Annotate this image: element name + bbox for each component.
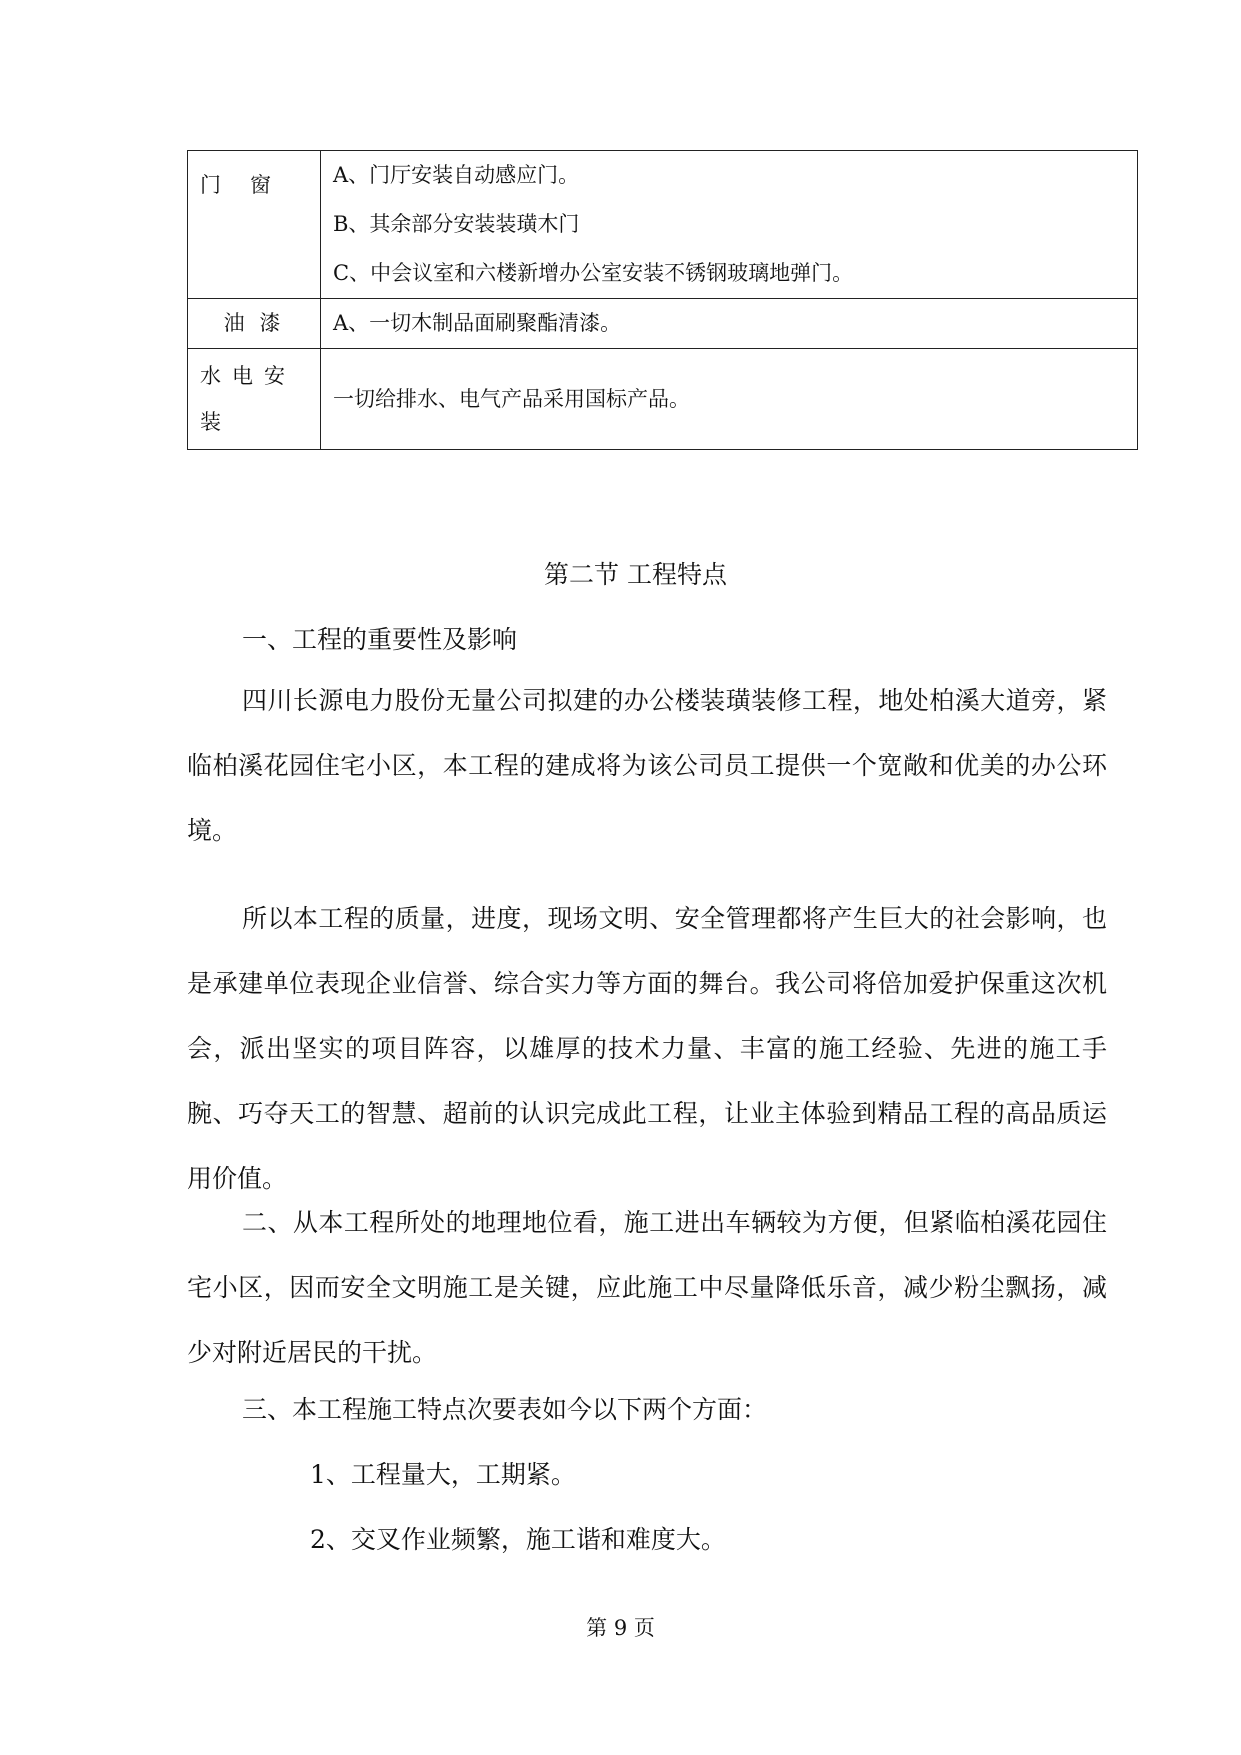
content-line: A、一切木制品面刷聚酯清漆。 (333, 311, 622, 335)
list-item: 1、工程量大，工期紧。 (310, 1460, 576, 1489)
list-item: 2、交叉作业频繁，施工谐和难度大。 (310, 1525, 726, 1554)
paragraph (187, 1190, 1107, 1385)
paragraph-text: 四川长源电力股份无量公司拟建的办公楼装璜装修工程，地处柏溪大道旁，紧临柏溪花园住宅小区，本工程的建成将为该公司员工提供一个宽敞和优美的办公环境。 (187, 686, 1107, 845)
table-row (188, 151, 1138, 299)
row-content (321, 151, 1138, 299)
row-label: 油 漆 (188, 299, 321, 349)
row-label: 门 窗 (188, 151, 321, 299)
paragraph-text: 二、从本工程所处的地理地位看，施工进出车辆较为方便，但紧临柏溪花园住宅小区，因而安全文明施工是关键，应此施工中尽量降低乐音，减少粉尘飘扬，减少对附近居民的干扰。 (187, 1208, 1107, 1367)
row-label: 水电安装 (188, 349, 321, 450)
table-row (188, 349, 1138, 450)
section-title: 第二节 工程特点 (544, 560, 727, 589)
content-line: 一切给排水、电气产品采用国标产品。 (333, 386, 690, 411)
heading-importance: 一、工程的重要性及影响 (242, 625, 518, 654)
content-line: A、门厅安装自动感应门。 (333, 163, 580, 187)
paragraph (187, 886, 1107, 1211)
paragraph-text: 所以本工程的质量，进度，现场文明、安全管理都将产生巨大的社会影响，也是承建单位表现企业信誉、综合实力等方面的舞台。我公司将倍加爱护保重这次机会，派出坚实的项目阵容，以雄厚的技术力量、丰富的施工经验、先进的施工手腕、巧夺天工的智慧、超前的认识完成此工程，让业主体验到精品工程的高品质运用价值。 (187, 904, 1107, 1193)
heading-features: 三、本工程施工特点次要表如今以下两个方面： (242, 1395, 768, 1424)
row-content (321, 349, 1138, 450)
paragraph (187, 668, 1107, 863)
page-number: 第 9 页 (586, 1616, 655, 1640)
spec-table (187, 150, 1138, 450)
row-content (321, 299, 1138, 349)
content-line: B、其余部分安装装璜木门 (333, 212, 580, 236)
table-row (188, 299, 1138, 349)
content-line: C、中会议室和六楼新增办公室安装不锈钢玻璃地弹门。 (333, 261, 854, 285)
